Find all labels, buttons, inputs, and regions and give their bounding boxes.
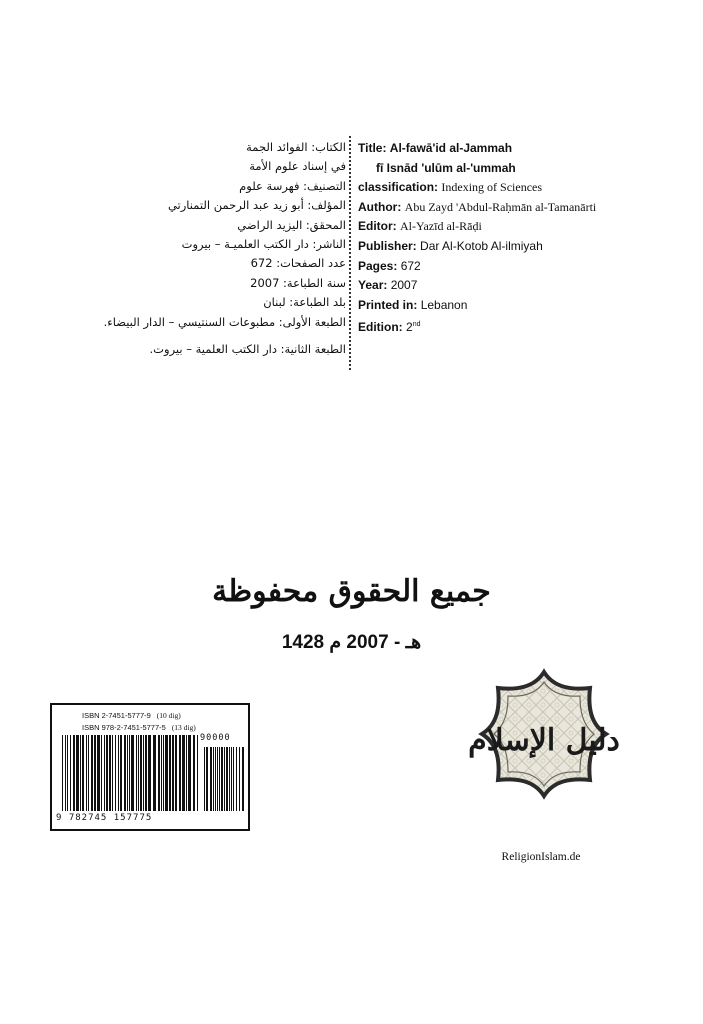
arabic-classification: التصنيف: فهرسة علوم <box>239 178 346 193</box>
isbn10-line <box>82 711 181 720</box>
edition-suffix: nd <box>412 321 421 329</box>
barcode-addon-bar <box>213 747 214 811</box>
barcode-bar <box>175 735 177 811</box>
barcode-addon-bar <box>231 747 232 811</box>
barcode-addon-bar <box>210 747 212 811</box>
publisher-row <box>358 237 658 257</box>
edition-number: 2 <box>406 320 413 335</box>
printed-row <box>358 296 658 316</box>
arabic-info-block <box>103 138 346 359</box>
pages-row <box>358 257 658 277</box>
arabic-country: بلد الطباعة: لبنان <box>263 295 346 310</box>
barcode-bar <box>73 735 75 811</box>
barcode-bar <box>127 735 128 811</box>
classification-label: classification: <box>358 180 439 195</box>
barcode-bar <box>188 735 191 811</box>
barcode-bar <box>106 735 108 811</box>
barcode-bar <box>104 735 105 811</box>
barcode-bar <box>148 735 151 811</box>
editor-label: Editor: <box>358 219 397 234</box>
barcode-bar <box>186 735 187 811</box>
arabic-second-edition: الطبعة الثانية: دار الكتب العلمية – بيروت. <box>149 342 346 357</box>
barcode-bar <box>62 735 63 811</box>
barcode-bar <box>82 735 84 811</box>
pages-label: Pages: <box>358 258 398 273</box>
barcode-number: 9 782745 157775 <box>56 813 153 823</box>
barcode-bar <box>165 735 168 811</box>
barcode-bar <box>197 735 198 811</box>
barcode-bar <box>158 735 160 811</box>
editor-row <box>358 217 658 237</box>
arabic-author: المؤلف: أبو زيد عبد الرحمن التمنارتي <box>167 198 346 213</box>
editor-value: Al-Yazīd al-Rāḍi <box>400 219 482 234</box>
year-value: 2007 <box>390 278 418 293</box>
barcode-bar <box>109 735 111 811</box>
barcode-addon-bar <box>233 747 234 811</box>
arabic-book-title: الكتاب: الفوائد الجمة <box>246 140 346 154</box>
title-label: Title: <box>358 141 387 155</box>
title-value: Al-fawā'id al-Jammah <box>389 141 513 155</box>
rights-years: 1428 هـ - 2007 م <box>281 632 422 653</box>
barcode-bar <box>145 735 147 811</box>
logo-caption: ReligionIslam.de <box>501 851 581 863</box>
barcode-bar <box>86 735 87 811</box>
year-row <box>358 276 658 296</box>
arabic-book-subtitle: في إسناد علوم الأمة <box>249 159 346 174</box>
barcode-bar <box>143 735 144 811</box>
arabic-pages: عدد الصفحات: 672 <box>250 256 346 271</box>
barcode-bar <box>153 735 156 811</box>
barcode-addon-bar <box>217 747 218 811</box>
barcode-bar <box>88 735 89 811</box>
all-rights-reserved: جميع الحقوق محفوظة <box>212 574 491 609</box>
isbn13: ISBN 978-2-7451-5777-5 <box>82 723 166 732</box>
author-row <box>358 198 658 218</box>
barcode-bar <box>120 735 122 811</box>
barcode-bar <box>112 735 113 811</box>
barcode-bar <box>76 735 79 811</box>
barcode-bar <box>94 735 96 811</box>
barcode-addon-bar <box>219 747 220 811</box>
barcode-bars <box>58 735 246 815</box>
edition-value <box>406 320 420 334</box>
barcode-bar <box>163 735 164 811</box>
barcode-bar <box>80 735 81 811</box>
isbn10: ISBN 2-7451-5777-9 <box>82 711 151 720</box>
barcode-bar <box>169 735 171 811</box>
publisher-label: Publisher: <box>358 238 417 253</box>
barcode-addon-bar <box>221 747 223 811</box>
barcode-bar <box>70 735 71 811</box>
barcode-addon-bar <box>215 747 216 811</box>
barcode-bar <box>129 735 130 811</box>
title-value-2: fī Isnād 'ulūm al-'ummah <box>376 160 516 175</box>
classification-value: Indexing of Sciences <box>441 180 543 195</box>
barcode-bar <box>161 735 162 811</box>
barcode-addon-bar <box>229 747 230 811</box>
barcode-bar <box>172 735 174 811</box>
religion-islam-logo <box>468 670 620 798</box>
arabic-year: سنة الطباعة: 2007 <box>250 275 346 290</box>
barcode-addon-bar <box>239 747 240 811</box>
edition-row <box>358 315 658 338</box>
barcode-addon-bar <box>236 747 237 811</box>
isbn10-note: (10 dig) <box>156 711 181 720</box>
barcode-bar <box>136 735 137 811</box>
barcode-bar <box>67 735 68 811</box>
barcode-bar <box>138 735 139 811</box>
barcode-bar <box>65 735 66 811</box>
author-value: Abu Zayd 'Abdul-Raḥmān al-Tamanārti <box>404 199 597 214</box>
barcode-bar <box>193 735 195 811</box>
pages-value: 672 <box>400 258 421 273</box>
barcode-bar <box>179 735 181 811</box>
barcode-addon-bar <box>206 747 208 811</box>
barcode-bar <box>182 735 185 811</box>
barcode-addon-bar <box>204 747 205 811</box>
dotted-divider <box>349 136 351 370</box>
barcode-bar <box>115 735 116 811</box>
publisher-value: Dar Al-Kotob Al-ilmiyah <box>420 238 543 253</box>
printed-value: Lebanon <box>420 297 468 312</box>
barcode-addon-bar <box>226 747 228 811</box>
english-info-block <box>358 139 658 338</box>
barcode-box <box>50 703 250 831</box>
isbn13-note: (13 dig) <box>171 723 196 732</box>
printed-label: Printed in: <box>358 297 418 312</box>
barcode-addon-bar <box>224 747 225 811</box>
barcode-bar <box>97 735 100 811</box>
edition-label: Edition: <box>358 320 403 335</box>
barcode-addon: 90000 <box>200 733 231 743</box>
year-label: Year: <box>358 278 388 293</box>
barcode-bar <box>140 735 142 811</box>
isbn13-line <box>82 723 196 732</box>
barcode-bar <box>101 735 102 811</box>
title-row <box>358 139 658 159</box>
arabic-editor: المحقق: اليزيد الراضي <box>237 217 346 232</box>
barcode-bar <box>118 735 119 811</box>
classification-row <box>358 178 658 198</box>
barcode-bar <box>124 735 126 811</box>
author-label: Author: <box>358 199 402 214</box>
barcode-bar <box>91 735 93 811</box>
arabic-first-edition: الطبعة الأولى: مطبوعات السنتيسي – الدار البيضاء. <box>103 314 346 329</box>
barcode-bar <box>131 735 134 811</box>
arabic-publisher: الناشر: دار الكتب العلميـة – بيروت <box>181 237 346 252</box>
barcode-addon-bar <box>242 747 244 811</box>
logo-arabic-text: دليل الإسلام <box>468 723 620 758</box>
